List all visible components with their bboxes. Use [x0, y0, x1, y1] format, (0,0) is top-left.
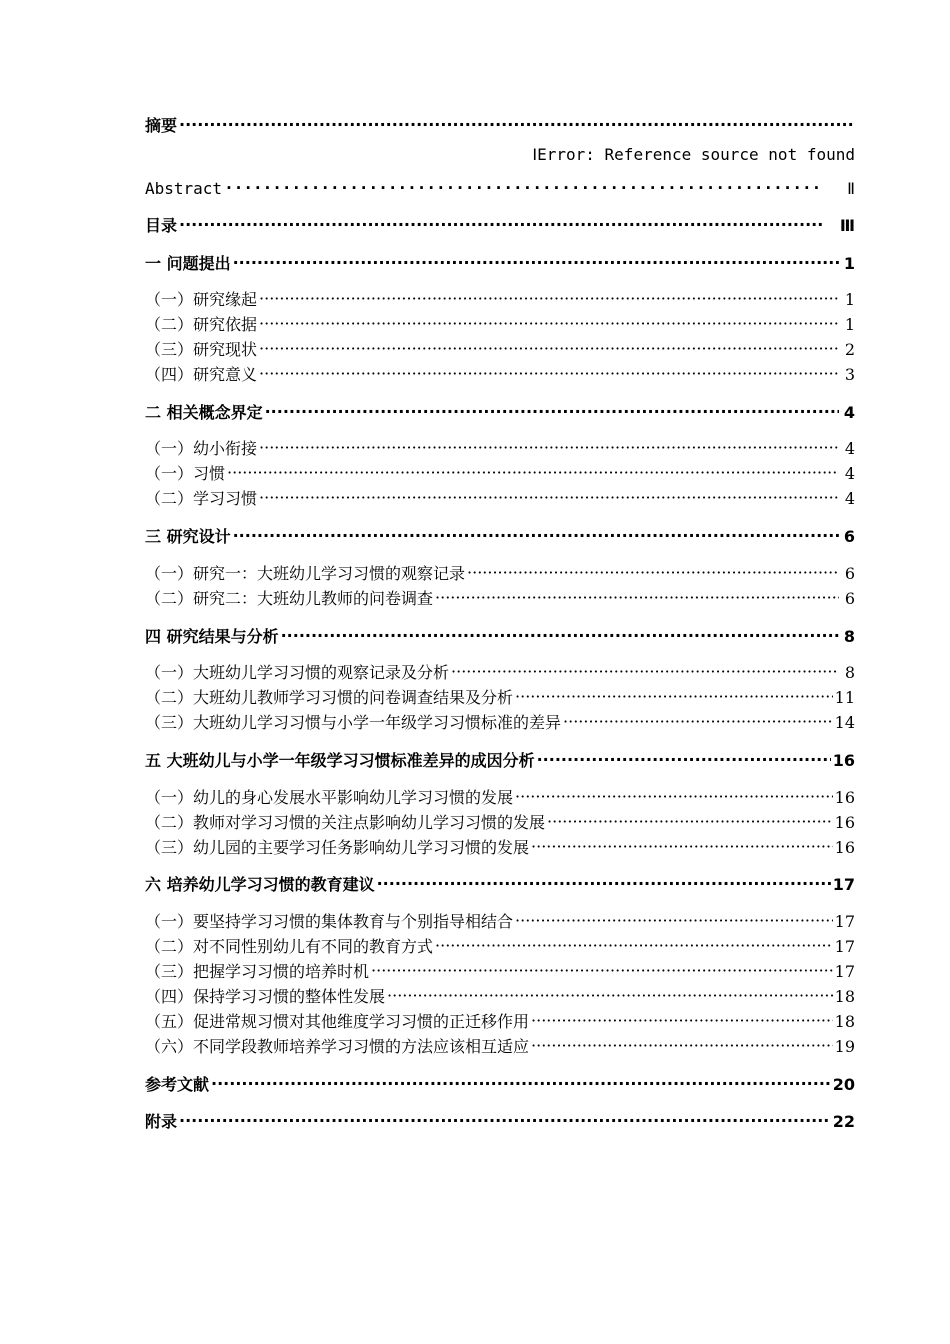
toc-leader-dots [515, 789, 833, 805]
toc-entry[interactable] [145, 877, 855, 893]
toc-entry[interactable] [145, 629, 855, 645]
toc-entry-page: 16 [834, 838, 855, 857]
toc-entry-page: 16 [834, 788, 855, 807]
toc-entry-label: （一）要坚持学习习惯的集体教育与个别指导相结合 [145, 912, 514, 931]
toc-leader-dots [531, 1038, 833, 1054]
toc-leader-dots [435, 590, 839, 606]
toc-entry[interactable] [145, 989, 855, 1005]
toc-leader-dots [547, 814, 833, 830]
toc-entry-page: 1 [844, 315, 855, 334]
toc-entry-page: 17 [834, 912, 855, 931]
toc-entry[interactable] [145, 491, 855, 507]
toc-entry[interactable] [145, 292, 855, 308]
toc-entry[interactable] [145, 256, 855, 272]
toc-leader-dots [515, 913, 833, 929]
toc-entry-label: 一 问题提出 [145, 254, 231, 273]
toc-leader-dots [259, 291, 839, 307]
toc-entry-page: 16 [832, 751, 855, 770]
toc-entry-label: （二）对不同性别幼儿有不同的教育方式 [145, 937, 434, 956]
toc-entry-page: 4 [844, 439, 855, 458]
toc-entry-page: 1 [844, 290, 855, 309]
toc-entry[interactable] [145, 1077, 855, 1093]
toc-entry[interactable] [145, 466, 855, 482]
toc-leader-dots [531, 1013, 833, 1029]
toc-entry[interactable] [145, 790, 855, 806]
toc-entry-page: 2 [844, 340, 855, 359]
toc-entry-label: （一）研究缘起 [145, 290, 258, 309]
toc-entry-label: （三）幼儿园的主要学习任务影响幼儿学习习惯的发展 [145, 838, 530, 857]
toc-entry-label: （二）研究二：大班幼儿教师的问卷调查 [145, 589, 434, 608]
toc-entry-label: （二）教师对学习习惯的关注点影响幼儿学习习惯的发展 [145, 813, 546, 832]
toc-leader-dots [259, 490, 839, 506]
toc-entry-label: （一）幼儿的身心发展水平影响幼儿学习习惯的发展 [145, 788, 514, 807]
toc-entry-label: 目录 [145, 216, 178, 235]
toc-entry-label: 参考文献 [145, 1075, 210, 1094]
toc-entry-page: 19 [834, 1037, 855, 1056]
toc-entry-page: 6 [844, 589, 855, 608]
toc-entry-label: （四）研究意义 [145, 365, 258, 384]
toc-entry[interactable] [145, 118, 855, 134]
toc-entry-label: Abstract [145, 179, 223, 198]
toc-entry[interactable] [145, 1039, 855, 1055]
toc-entry-label: 三 研究设计 [145, 527, 231, 546]
toc-entry[interactable] [145, 939, 855, 955]
toc-leader-dots [179, 117, 855, 133]
toc-entry-label: （三）大班幼儿学习习惯与小学一年级学习习惯标准的差异 [145, 713, 562, 732]
toc-entry[interactable] [145, 591, 855, 607]
toc-entry[interactable] [145, 815, 855, 831]
toc-entry-label: （二）学习习惯 [145, 489, 258, 508]
toc-entry-label: 附录 [145, 1112, 178, 1131]
toc-leader-dots [451, 664, 839, 680]
toc-entry-label: （三）把握学习习惯的培养时机 [145, 962, 370, 981]
toc-leader-dots [371, 963, 833, 979]
toc-entry-label: （一）幼小衔接 [145, 439, 258, 458]
toc-leader-dots [259, 440, 839, 456]
toc-leader-dots [227, 465, 839, 481]
toc-leader-dots [515, 689, 833, 705]
toc-entry[interactable] [145, 753, 855, 769]
toc-entry[interactable] [145, 405, 855, 421]
toc-entry-label: （二）研究依据 [145, 315, 258, 334]
toc-entry-label: 五 大班幼儿与小学一年级学习习惯标准差异的成因分析 [145, 751, 535, 770]
toc-entry-page: 17 [832, 875, 855, 894]
toc-entry[interactable] [145, 181, 855, 197]
toc-entry-label: （一）大班幼儿学习习惯的观察记录及分析 [145, 663, 450, 682]
reference-error-text: ⅠError: Reference source not found [532, 145, 855, 164]
toc-entry-page: 16 [834, 813, 855, 832]
toc-leader-dots [259, 316, 839, 332]
toc-entry-page: 8 [843, 627, 855, 646]
toc-leader-dots [265, 404, 839, 420]
toc-entry-page: 11 [834, 688, 855, 707]
toc-entry-page: 14 [834, 713, 855, 732]
toc-entry-page: 3 [844, 365, 855, 384]
toc-entry-page: 6 [843, 527, 855, 546]
toc-entry-page: 18 [834, 987, 855, 1006]
toc-entry-label: （六）不同学段教师培养学习习惯的方法应该相互适应 [145, 1037, 530, 1056]
toc-entry-label: 摘要 [145, 116, 178, 135]
toc-entry-label: （四）保持学习习惯的整体性发展 [145, 987, 386, 1006]
toc-entry[interactable] [145, 529, 855, 545]
toc-leader-dots [377, 876, 831, 892]
toc-entry[interactable] [145, 964, 855, 980]
toc-entry-label: （一）习惯 [145, 464, 226, 483]
toc-leader-dots [259, 366, 839, 382]
toc-entry-label: （一）研究一：大班幼儿学习习惯的观察记录 [145, 564, 466, 583]
toc-leader-dots [179, 1113, 831, 1129]
toc-leader-dots [281, 628, 839, 644]
toc-entry-page: 17 [834, 962, 855, 981]
toc-entry[interactable] [145, 914, 855, 930]
toc-entry-page: 4 [843, 403, 855, 422]
toc-entry[interactable] [145, 690, 855, 706]
toc-entry-page: Ⅱ [847, 179, 855, 198]
toc-entry-page: 18 [834, 1012, 855, 1031]
toc-entry[interactable] [145, 218, 855, 234]
toc-entry-page: 17 [834, 937, 855, 956]
toc-entry-page: 8 [844, 663, 855, 682]
toc-entry[interactable] [145, 566, 855, 582]
toc-entry[interactable] [145, 1114, 855, 1130]
toc-entry-label: （五）促进常规习惯对其他维度学习习惯的正迁移作用 [145, 1012, 530, 1031]
toc-entry[interactable] [145, 317, 855, 333]
toc-entry-label: 二 相关概念界定 [145, 403, 263, 422]
toc-entry-page: 6 [844, 564, 855, 583]
toc-entry[interactable] [145, 665, 855, 681]
toc-leader-dots [233, 528, 839, 544]
toc-entry[interactable] [145, 342, 855, 358]
toc-entry-label: （二）大班幼儿教师学习习惯的问卷调查结果及分析 [145, 688, 514, 707]
toc-leader-dots [387, 988, 833, 1004]
toc-entry-page: 4 [844, 489, 855, 508]
toc-leader-dots [179, 217, 822, 233]
toc-entry-page: 20 [832, 1075, 855, 1094]
toc-leader-dots [224, 180, 823, 196]
toc-entry-page: Ⅲ [839, 216, 855, 235]
toc-entry[interactable] [145, 367, 855, 383]
toc-leader-dots [531, 839, 833, 855]
toc-entry-page: 22 [832, 1112, 855, 1131]
toc-leader-dots [435, 938, 833, 954]
toc-leader-dots [211, 1076, 831, 1092]
toc-leader-dots [563, 714, 833, 730]
toc-leader-dots [259, 341, 839, 357]
toc-entry[interactable] [145, 441, 855, 457]
toc-entry[interactable] [145, 715, 855, 731]
toc-entry-label: 四 研究结果与分析 [145, 627, 279, 646]
toc-entry[interactable] [145, 840, 855, 856]
toc-entry[interactable] [145, 1014, 855, 1030]
toc-entry-label: （三）研究现状 [145, 340, 258, 359]
toc-leader-dots [537, 752, 831, 768]
toc-entry-label: 六 培养幼儿学习习惯的教育建议 [145, 875, 375, 894]
toc-entry-page: 4 [844, 464, 855, 483]
toc-entry-page: 1 [843, 254, 855, 273]
toc-leader-dots [233, 255, 839, 271]
toc-leader-dots [467, 565, 839, 581]
